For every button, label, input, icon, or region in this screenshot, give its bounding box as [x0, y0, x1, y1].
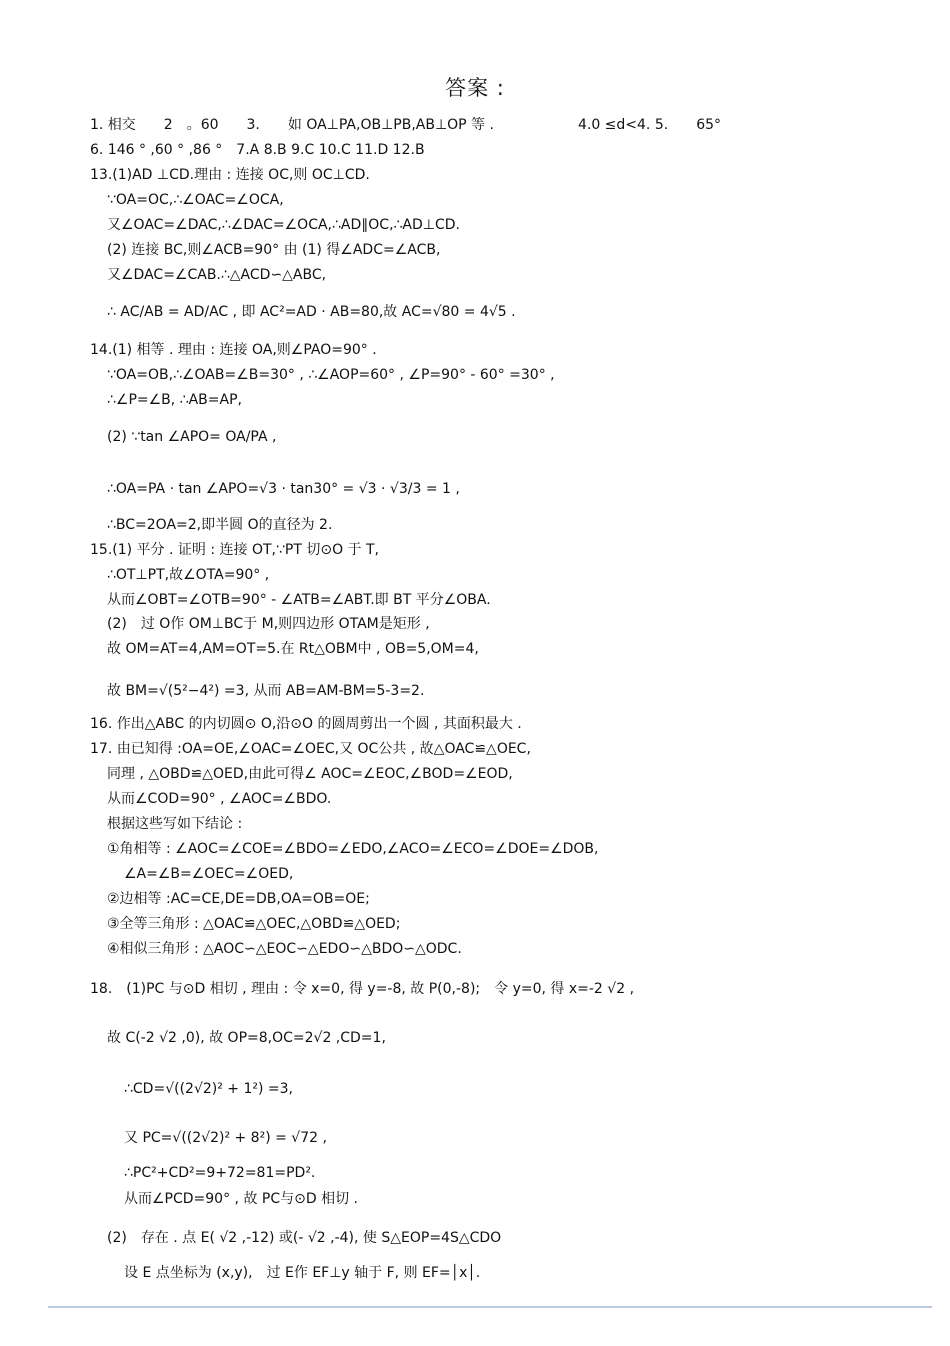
- answer-line-13: ∴OA=PA · tan ∠APO=√3 · tan30° = √3 · √3/3 = 1 ,: [107, 481, 460, 497]
- answer-line-8: ∴ AC/AB = AD/AC , 即 AC²=AD · AB=80,故 AC=√80 = 4√5 .: [107, 304, 516, 320]
- answer-line-12: (2) ∵tan ∠APO= OA/PA ,: [107, 429, 277, 445]
- answer-line-10: ∵OA=OB,∴∠OAB=∠B=30° , ∴∠AOP=60° , ∠P=90° - 60° =30° ,: [107, 367, 555, 383]
- answer-line-5: 又∠OAC=∠DAC,∴∠DAC=∠OCA,∴AD∥OC,∴AD⊥CD.: [107, 217, 460, 233]
- answer-line-3: 13.(1)AD ⊥CD.理由 : 连接 OC,则 OC⊥CD.: [90, 167, 370, 183]
- answer-line-1: 1. 相交 2 。60 3. 如 OA⊥PA,OB⊥PB,AB⊥OP 等 . 4.0 ≤d<4. 5. 65°: [90, 117, 722, 133]
- answer-line-29: ③全等三角形 : △OAC≌△OEC,△OBD≌△OED;: [107, 916, 401, 932]
- answer-line-7: 又∠DAC=∠CAB.∴△ACD∽△ABC,: [107, 267, 327, 283]
- answer-line-33: ∴CD=√((2√2)² + 1²) =3,: [124, 1081, 293, 1097]
- answer-line-15: 15.(1) 平分 . 证明 : 连接 OT,∵PT 切⊙O 于 T,: [90, 542, 379, 558]
- answer-line-22: 17. 由已知得 :OA=OE,∠OAC=∠OEC,又 OC公共 , 故△OAC≌△OEC,: [90, 741, 531, 757]
- answer-line-14: ∴BC=2OA=2,即半圆 O的直径为 2.: [107, 517, 333, 533]
- answer-line-25: 根据这些写如下结论 :: [107, 816, 243, 832]
- answer-line-31: 18. (1)PC 与⊙D 相切 , 理由 : 令 x=0, 得 y=-8, 故 P(0,-8); 令 y=0, 得 x=-2 √2 ,: [90, 981, 635, 997]
- answer-line-38: 设 E 点坐标为 (x,y), 过 E作 EF⊥y 轴于 F, 则 EF=│x│.: [124, 1265, 481, 1281]
- answer-line-17: 从而∠OBT=∠OTB=90° - ∠ATB=∠ABT.即 BT 平分∠OBA.: [107, 592, 491, 608]
- answer-line-16: ∴OT⊥PT,故∠OTA=90° ,: [107, 567, 270, 583]
- answer-line-11: ∴∠P=∠B, ∴AB=AP,: [107, 392, 242, 408]
- answer-line-24: 从而∠COD=90° , ∠AOC=∠BDO.: [107, 791, 332, 807]
- answer-line-27: ∠A=∠B=∠OEC=∠OED,: [124, 866, 294, 882]
- page-title: 答案 :: [445, 76, 505, 100]
- answer-line-30: ④相似三角形 : △AOC∽△EOC∽△EDO∽△BDO∽△ODC.: [107, 941, 462, 957]
- answer-line-28: ②边相等 :AC=CE,DE=DB,OA=OB=OE;: [107, 891, 370, 907]
- answer-line-23: 同理 , △OBD≌△OED,由此可得∠ AOC=∠EOC,∠BOD=∠EOD,: [107, 766, 513, 782]
- footer-rule: [48, 1306, 932, 1308]
- answer-line-9: 14.(1) 相等 . 理由 : 连接 OA,则∠PAO=90° .: [90, 342, 377, 358]
- answer-line-37: (2) 存在 . 点 E( √2 ,-12) 或(- √2 ,-4), 使 S△EOP=4S△CDO: [107, 1230, 502, 1246]
- answer-line-26: ①角相等 : ∠AOC=∠COE=∠BDO=∠EDO,∠ACO=∠ECO=∠DOE=∠DOB,: [107, 841, 599, 857]
- answer-line-4: ∵OA=OC,∴∠OAC=∠OCA,: [107, 192, 284, 208]
- answer-line-2: 6. 146 ° ,60 ° ,86 ° 7.A 8.B 9.C 10.C 11.D 12.B: [90, 142, 425, 158]
- answer-line-6: (2) 连接 BC,则∠ACB=90° 由 (1) 得∠ADC=∠ACB,: [107, 242, 441, 258]
- answer-line-34: 又 PC=√((2√2)² + 8²) = √72 ,: [124, 1130, 327, 1146]
- answer-line-19: 故 OM=AT=4,AM=OT=5.在 Rt△OBM中 , OB=5,OM=4,: [107, 641, 479, 657]
- answer-line-18: (2) 过 O作 OM⊥BC于 M,则四边形 OTAM是矩形 ,: [107, 616, 430, 632]
- answer-line-20: 故 BM=√(5²−4²) =3, 从而 AB=AM-BM=5-3=2.: [107, 683, 425, 699]
- answer-line-36: 从而∠PCD=90° , 故 PC与⊙D 相切 .: [124, 1191, 358, 1207]
- answer-line-35: ∴PC²+CD²=9+72=81=PD².: [124, 1165, 316, 1181]
- answer-line-21: 16. 作出△ABC 的内切圆⊙ O,沿⊙O 的圆周剪出一个圆 , 其面积最大 .: [90, 716, 522, 732]
- answer-line-32: 故 C(-2 √2 ,0), 故 OP=8,OC=2√2 ,CD=1,: [107, 1030, 386, 1046]
